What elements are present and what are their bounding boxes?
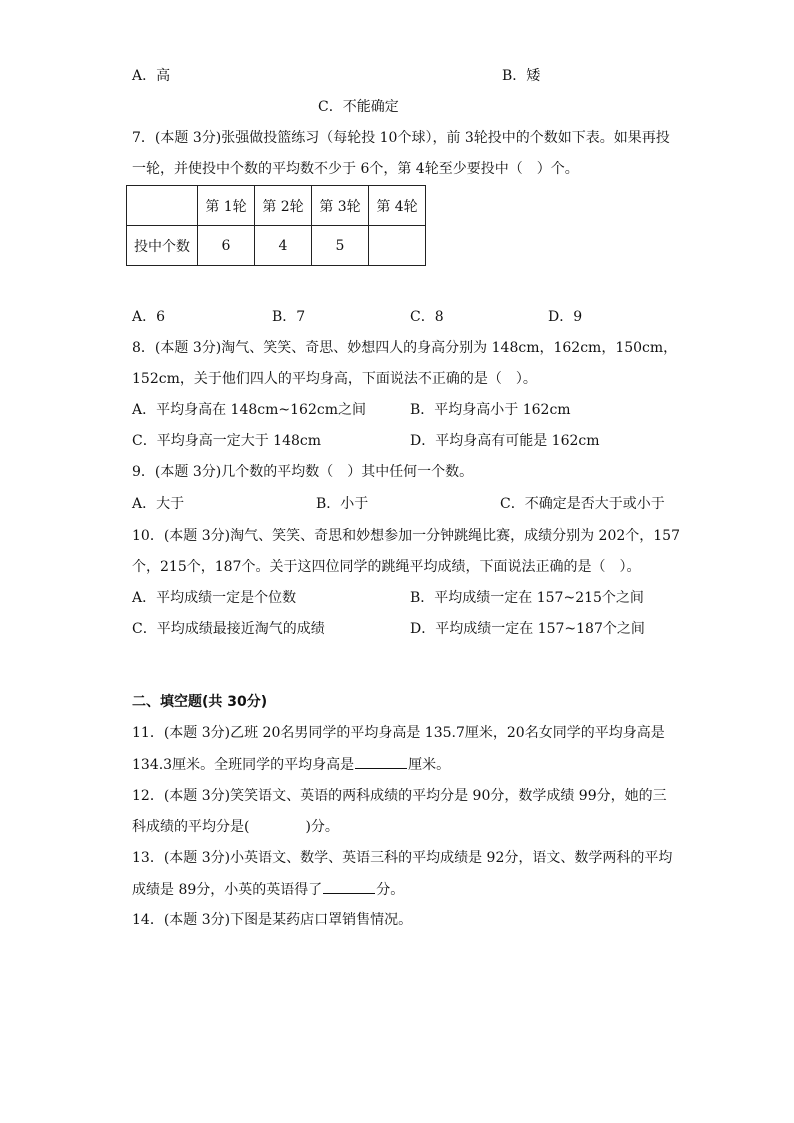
- table-cell-header-round2: 第 2轮: [255, 186, 312, 226]
- q8-stem-line2: 152cm，关于他们四人的平均身高，下面说法不正确的是（ ）。: [132, 371, 537, 387]
- q12-text-before-blank: 科成绩的平均分是(: [132, 819, 250, 835]
- q11-stem-line1: 11．(本题 3分)乙班 20名男同学的平均身高是 135.7厘米，20名女同学的平均身高是: [132, 725, 665, 741]
- q8-option-b: B．平均身高小于 162cm: [410, 402, 571, 418]
- table-row: [127, 186, 426, 226]
- q10-option-a: A．平均成绩一定是个位数: [132, 590, 297, 606]
- q13-stem-line1: 13．(本题 3分)小英语文、数学、英语三科的平均成绩是 92分，语文、数学两科的平均: [132, 850, 673, 866]
- table-cell-header-round1: 第 1轮: [198, 186, 255, 226]
- table-cell-round2-value: 4: [255, 226, 312, 266]
- table-cell-header-round3: 第 3轮: [312, 186, 369, 226]
- q7-stem-line2: 一轮，并使投中个数的平均数不少于 6个，第 4轮至少要投中（ ）个。: [132, 161, 579, 177]
- q12-stem-line1: 12．(本题 3分)笑笑语文、英语的两科成绩的平均分是 90分，数学成绩 99分，她的三: [132, 788, 667, 804]
- table-cell-round1-value: 6: [198, 226, 255, 266]
- q7-option-c: C．8: [410, 309, 444, 325]
- q11-answer-blank[interactable]: [355, 754, 407, 769]
- q8-stem-line1: 8．(本题 3分)淘气、笑笑、奇思、妙想四人的身高分别为 148cm，162cm，150cm，: [132, 340, 678, 356]
- table-cell-round3-value: 5: [312, 226, 369, 266]
- table-row: [127, 226, 426, 266]
- q12-text-after-blank: )分。: [305, 819, 339, 835]
- q11-text-before-blank: 134.3厘米。全班同学的平均身高是: [132, 757, 355, 773]
- q10-option-b: B．平均成绩一定在 157~215个之间: [410, 590, 644, 606]
- q11-stem-line2: [132, 754, 450, 775]
- q9-stem-line1: 9．(本题 3分)几个数的平均数（ ）其中任何一个数。: [132, 464, 474, 480]
- q7-option-b: B．7: [272, 309, 306, 325]
- q9-option-b: B．小于: [316, 496, 369, 512]
- q8-option-a: A．平均身高在 148cm~162cm之间: [132, 402, 366, 418]
- q13-stem-line2: [132, 879, 404, 900]
- q13-text-after-blank: 分。: [376, 882, 405, 898]
- q10-stem-line1: 10．(本题 3分)淘气、笑笑、奇思和妙想参加一分钟跳绳比赛，成绩分别为 202个，157: [132, 528, 680, 544]
- q9-option-c: C．不确定是否大于或小于: [500, 496, 665, 512]
- q9-option-a: A．大于: [132, 496, 185, 512]
- q7-option-d: D．9: [548, 309, 583, 325]
- section-heading-fill-in: 二、填空题(共 30分): [132, 694, 268, 710]
- table-cell-header-empty: [127, 186, 198, 226]
- table-cell-header-round4: 第 4轮: [369, 186, 426, 226]
- q7-rounds-table: [126, 185, 426, 266]
- q7-option-a: A．6: [132, 309, 166, 325]
- q14-stem-line1: 14．(本题 3分)下图是某药店口罩销售情况。: [132, 912, 413, 928]
- q8-option-c: C．平均身高一定大于 148cm: [132, 433, 321, 449]
- q10-option-c: C．平均成绩最接近淘气的成绩: [132, 621, 325, 637]
- table-cell-round4-value: [369, 226, 426, 266]
- q6-option-b: B．矮: [502, 68, 541, 84]
- q7-stem-line1: 7．(本题 3分)张强做投篮练习（每轮投 10个球），前 3轮投中的个数如下表。如果再投: [132, 130, 670, 146]
- q8-option-d: D．平均身高有可能是 162cm: [410, 433, 600, 449]
- q6-option-c: C．不能确定: [318, 99, 399, 115]
- q13-text-before-blank: 成绩是 89分，小英的英语得了: [132, 882, 323, 898]
- table-cell-row-label: 投中个数: [127, 226, 198, 266]
- q6-option-a: A．高: [132, 68, 171, 84]
- q13-answer-blank[interactable]: [323, 879, 375, 894]
- q12-stem-line2: [132, 817, 339, 837]
- q10-stem-line2: 个，215个，187个。关于这四位同学的跳绳平均成绩，下面说法正确的是（ ）。: [132, 559, 641, 575]
- q10-option-d: D．平均成绩一定在 157~187个之间: [410, 621, 645, 637]
- q11-text-after-blank: 厘米。: [408, 757, 451, 773]
